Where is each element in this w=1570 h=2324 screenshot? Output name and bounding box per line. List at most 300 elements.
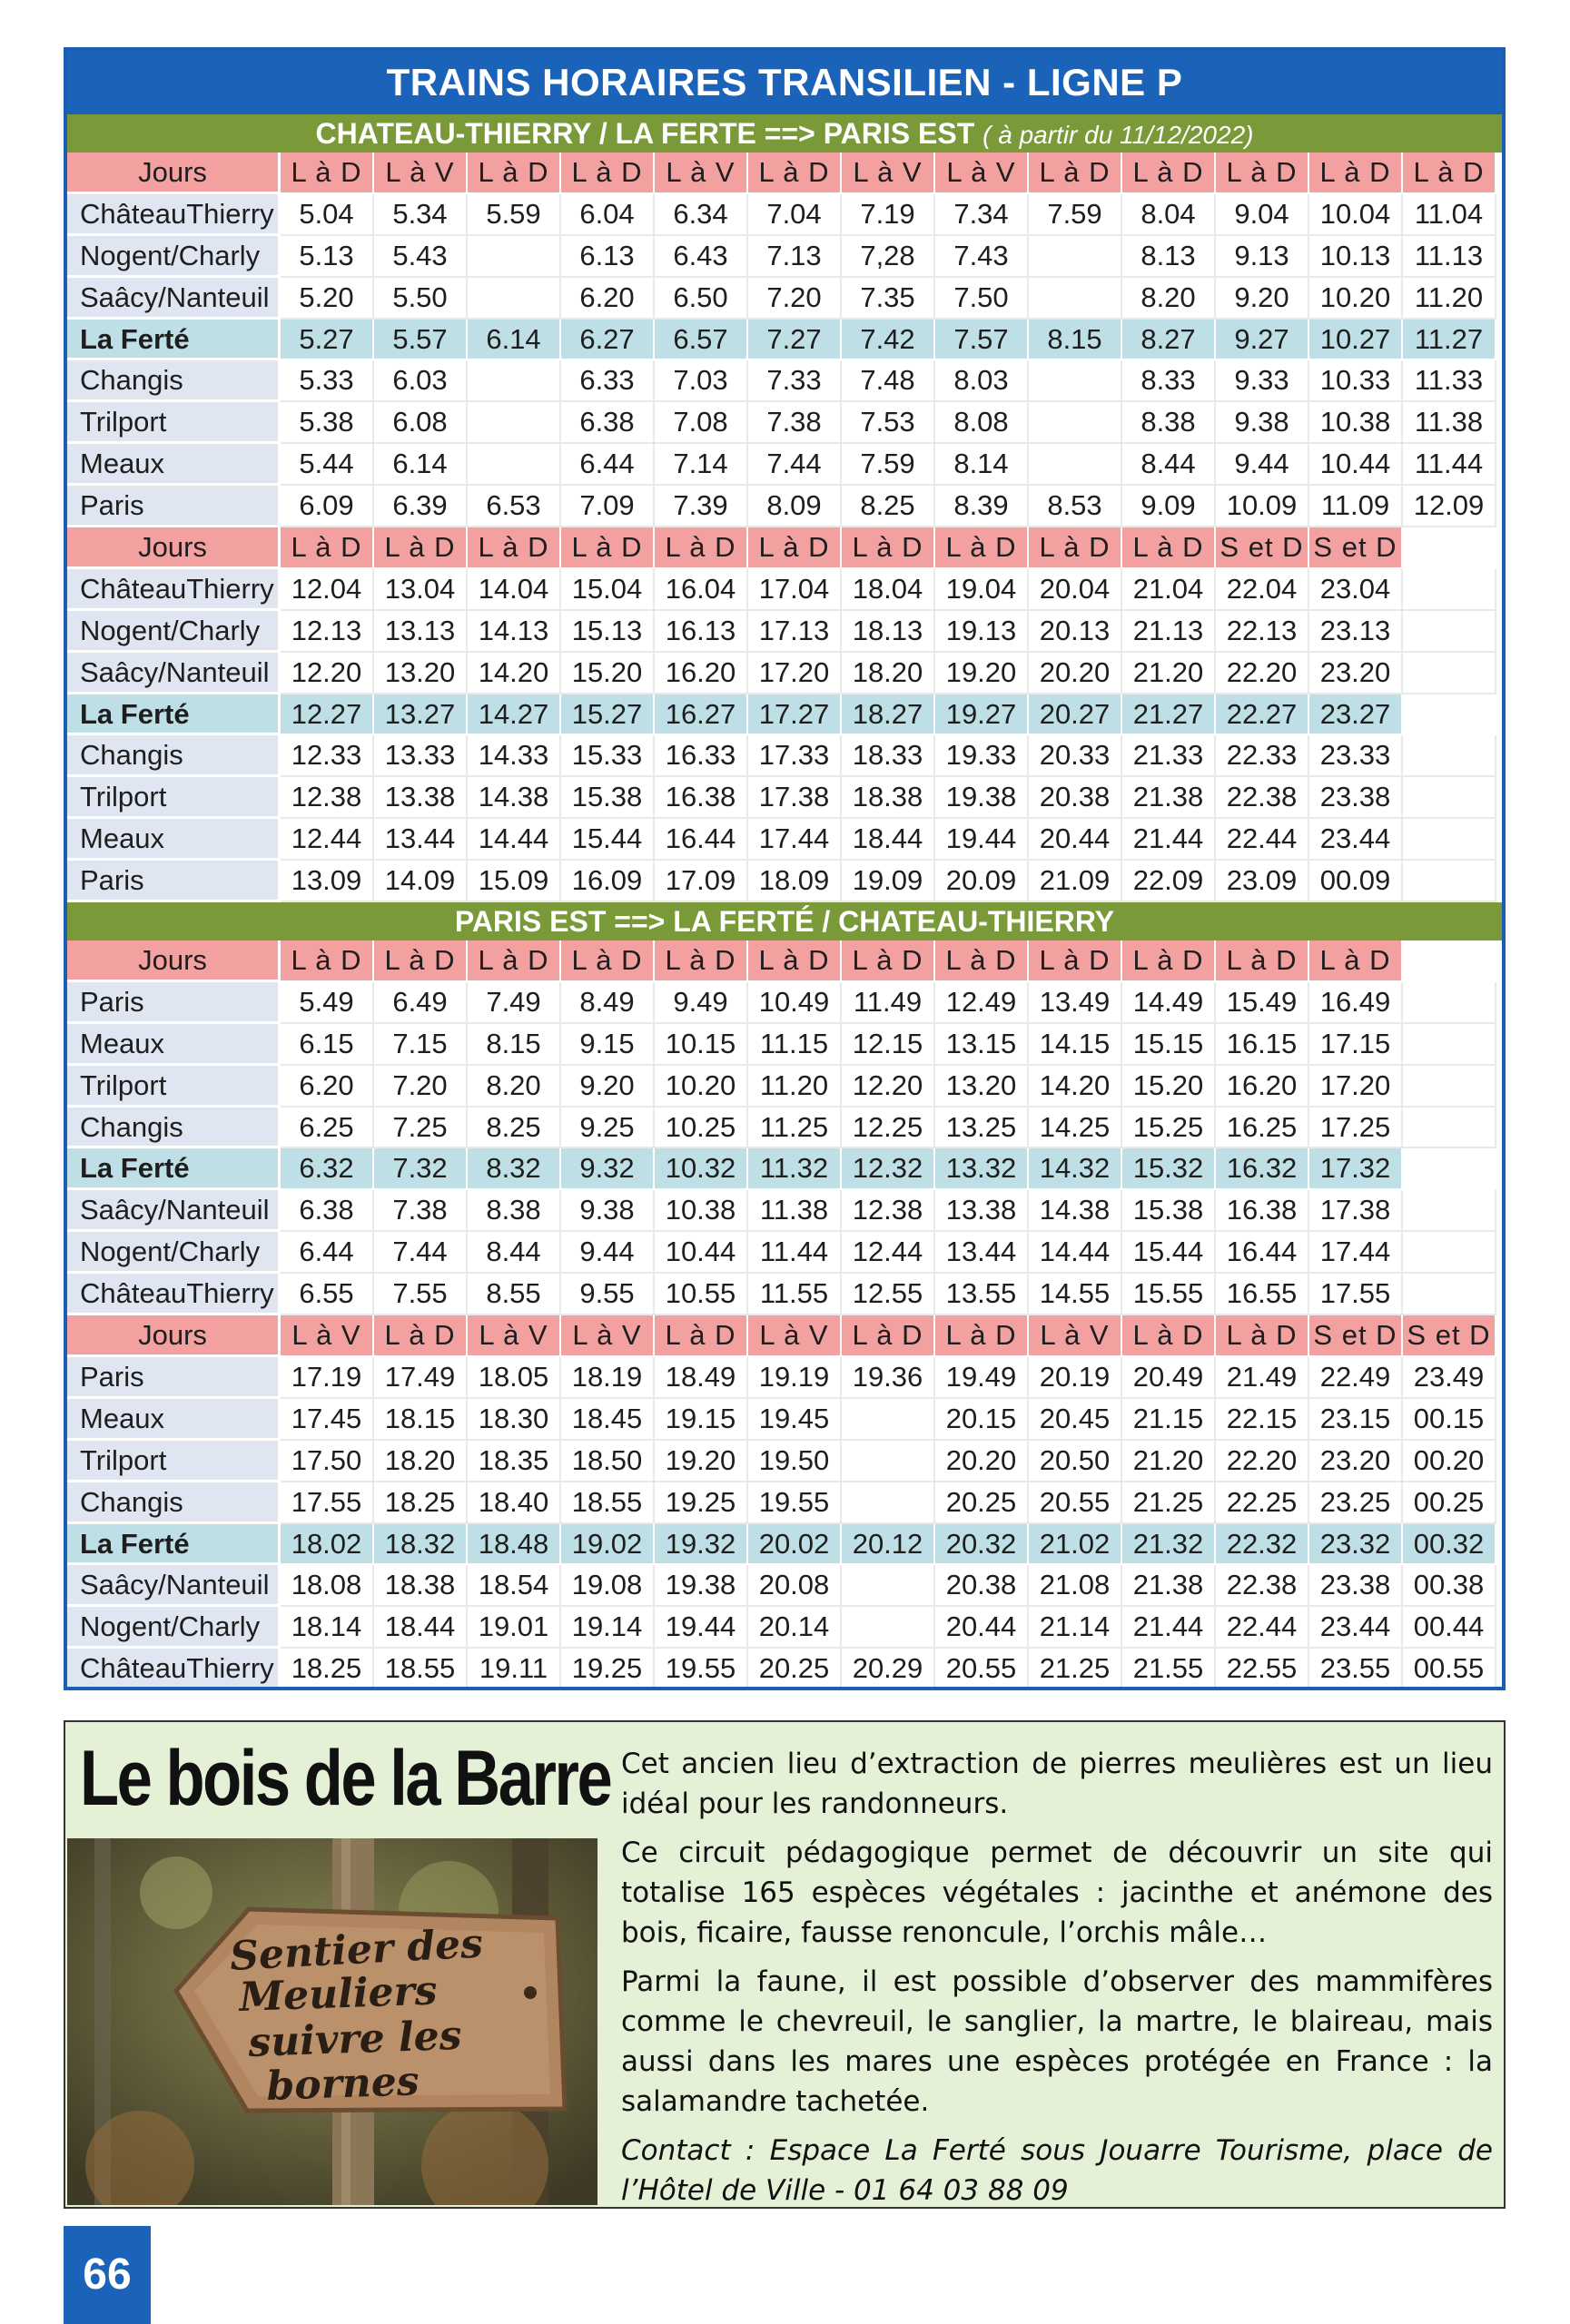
station-name: Paris — [67, 486, 281, 527]
time-cell: 19.01 — [468, 1607, 561, 1649]
time-cell: 19.50 — [748, 1441, 842, 1482]
time-cell: 6.34 — [655, 194, 748, 236]
station-row — [67, 694, 1502, 736]
time-cell: 6.20 — [281, 1066, 374, 1108]
days-cell: L à D — [1029, 153, 1122, 194]
time-cell: 15.33 — [561, 735, 655, 777]
station-name: Changis — [67, 1108, 281, 1149]
days-cell: L à D — [1122, 153, 1216, 194]
time-cell: 20.02 — [748, 1524, 842, 1566]
time-cell: 12.04 — [281, 569, 374, 611]
days-cell: L à D — [748, 527, 842, 569]
time-cell: 12.13 — [281, 611, 374, 653]
time-cell: 19.38 — [935, 777, 1029, 819]
direction-label: CHATEAU-THIERRY / LA FERTE ==> PARIS EST — [315, 117, 975, 150]
time-cell: 10.27 — [1309, 320, 1403, 361]
station-row — [67, 402, 1502, 444]
days-cell: S et D — [1309, 1315, 1403, 1357]
time-cell: 6.13 — [561, 236, 655, 278]
time-cell: 17.44 — [748, 819, 842, 861]
station-row — [67, 1274, 1502, 1315]
time-cell: 6.38 — [281, 1190, 374, 1232]
time-cell: 8.13 — [1122, 236, 1216, 278]
time-cell: 14.13 — [468, 611, 561, 653]
time-cell: 8.33 — [1122, 360, 1216, 402]
station-row — [67, 735, 1502, 777]
time-cell: 10.25 — [655, 1108, 748, 1149]
time-cell: 6.27 — [561, 320, 655, 361]
time-cell: 8.20 — [468, 1066, 561, 1108]
time-cell: 13.27 — [374, 694, 468, 736]
time-cell: 11.55 — [748, 1274, 842, 1315]
time-cell: 22.44 — [1216, 1607, 1309, 1649]
time-cell: 7.04 — [748, 194, 842, 236]
time-cell: 16.27 — [655, 694, 748, 736]
time-cell: 17.44 — [1309, 1232, 1403, 1274]
time-cell: 20.32 — [935, 1524, 1029, 1566]
time-cell: 16.25 — [1216, 1108, 1309, 1149]
time-cell: 9.38 — [1216, 402, 1309, 444]
time-cell — [842, 1565, 935, 1607]
days-cell: L à D — [1309, 940, 1403, 982]
time-cell: 5.13 — [281, 236, 374, 278]
time-cell: 12.44 — [842, 1232, 935, 1274]
time-cell — [1403, 1232, 1496, 1274]
time-cell: 12.38 — [842, 1190, 935, 1232]
time-cell: 20.44 — [1029, 819, 1122, 861]
time-cell: 18.30 — [468, 1399, 561, 1441]
time-cell: 16.13 — [655, 611, 748, 653]
time-cell: 22.15 — [1216, 1399, 1309, 1441]
days-cell: L à V — [374, 153, 468, 194]
station-row — [67, 1190, 1502, 1232]
time-cell: 13.09 — [281, 861, 374, 902]
time-cell: 20.25 — [748, 1649, 842, 1690]
time-cell: 19.45 — [748, 1399, 842, 1441]
days-cell: L à D — [561, 527, 655, 569]
time-cell: 19.25 — [655, 1482, 748, 1524]
time-cell: 6.15 — [281, 1024, 374, 1066]
days-row — [67, 527, 1502, 569]
time-cell: 11.09 — [1309, 486, 1403, 527]
direction-title — [67, 114, 1502, 153]
station-name: Saâcy/Nanteuil — [67, 278, 281, 320]
time-cell: 8.14 — [935, 444, 1029, 486]
station-name: La Ferté — [67, 1524, 281, 1566]
time-cell: 18.35 — [468, 1441, 561, 1482]
time-cell: 19.44 — [655, 1607, 748, 1649]
time-cell: 23.20 — [1309, 1441, 1403, 1482]
station-name: Changis — [67, 735, 281, 777]
station-name: ChâteauThierry — [67, 1649, 281, 1690]
time-cell: 17.19 — [281, 1357, 374, 1399]
time-cell: 13.25 — [935, 1108, 1029, 1149]
time-cell: 7.43 — [935, 236, 1029, 278]
time-cell: 8.27 — [1122, 320, 1216, 361]
time-cell: 10.20 — [655, 1066, 748, 1108]
time-cell: 7.53 — [842, 402, 935, 444]
time-cell: 17.33 — [748, 735, 842, 777]
time-cell: 13.15 — [935, 1024, 1029, 1066]
station-row — [67, 861, 1502, 902]
time-cell: 15.38 — [1122, 1190, 1216, 1232]
time-cell: 22.27 — [1216, 694, 1309, 736]
time-cell: 5.20 — [281, 278, 374, 320]
time-cell: 18.55 — [374, 1649, 468, 1690]
time-cell: 9.27 — [1216, 320, 1309, 361]
time-cell: 6.50 — [655, 278, 748, 320]
time-cell: 10.44 — [655, 1232, 748, 1274]
time-cell: 8.44 — [468, 1232, 561, 1274]
time-cell — [1403, 653, 1496, 694]
time-cell: 13.44 — [374, 819, 468, 861]
time-cell: 18.05 — [468, 1357, 561, 1399]
time-cell: 19.55 — [748, 1482, 842, 1524]
time-cell: 5.33 — [281, 360, 374, 402]
time-cell: 18.38 — [374, 1565, 468, 1607]
time-cell: 6.39 — [374, 486, 468, 527]
station-name: Saâcy/Nanteuil — [67, 653, 281, 694]
time-cell: 17.04 — [748, 569, 842, 611]
time-cell: 10.38 — [655, 1190, 748, 1232]
time-cell: 13.13 — [374, 611, 468, 653]
days-cell: L à V — [935, 153, 1029, 194]
station-row — [67, 1357, 1502, 1399]
time-cell: 8.15 — [1029, 320, 1122, 361]
time-cell: 19.33 — [935, 735, 1029, 777]
time-cell: 12.20 — [842, 1066, 935, 1108]
time-cell: 9.44 — [561, 1232, 655, 1274]
time-cell — [1403, 1024, 1496, 1066]
time-cell: 7.34 — [935, 194, 1029, 236]
time-cell: 17.25 — [1309, 1108, 1403, 1149]
time-cell: 16.49 — [1309, 982, 1403, 1024]
time-cell: 18.02 — [281, 1524, 374, 1566]
days-cell: L à D — [561, 153, 655, 194]
time-cell: 20.49 — [1122, 1357, 1216, 1399]
time-cell: 8.25 — [842, 486, 935, 527]
bois-paragraph-1: Cet ancien lieu d’extraction de pierres meulières est un lieu idéal pour les randonneurs. — [621, 1748, 1493, 1820]
time-cell: 19.08 — [561, 1565, 655, 1607]
station-name: Saâcy/Nanteuil — [67, 1565, 281, 1607]
time-cell: 10.13 — [1309, 236, 1403, 278]
station-row — [67, 1524, 1502, 1566]
time-cell: 16.20 — [655, 653, 748, 694]
days-cell: L à V — [655, 153, 748, 194]
days-row — [67, 940, 1502, 982]
time-cell: 14.33 — [468, 735, 561, 777]
timetable — [64, 47, 1506, 1690]
time-cell: 22.20 — [1216, 653, 1309, 694]
time-cell: 15.15 — [1122, 1024, 1216, 1066]
bois-contact: Contact : Espace La Ferté sous Jouarre Tourisme, place de l’Hôtel de Ville - 01 64 03 88 09 — [621, 2134, 1493, 2207]
time-cell: 18.08 — [281, 1565, 374, 1607]
time-cell: 7.59 — [1029, 194, 1122, 236]
time-cell: 6.08 — [374, 402, 468, 444]
time-cell: 23.49 — [1403, 1357, 1496, 1399]
time-cell: 20.19 — [1029, 1357, 1122, 1399]
time-cell: 13.20 — [935, 1066, 1029, 1108]
station-name: Paris — [67, 861, 281, 902]
time-cell: 22.32 — [1216, 1524, 1309, 1566]
days-cell: L à D — [655, 940, 748, 982]
time-cell: 00.15 — [1403, 1399, 1496, 1441]
time-cell: 20.08 — [748, 1565, 842, 1607]
time-cell: 17.55 — [1309, 1274, 1403, 1315]
time-cell: 19.25 — [561, 1649, 655, 1690]
station-row — [67, 360, 1502, 402]
time-cell: 7.38 — [374, 1190, 468, 1232]
time-cell: 20.55 — [935, 1649, 1029, 1690]
time-cell: 6.43 — [655, 236, 748, 278]
days-cell: L à D — [1216, 1315, 1309, 1357]
days-row — [67, 1315, 1502, 1357]
time-cell: 11.20 — [748, 1066, 842, 1108]
time-cell: 18.44 — [374, 1607, 468, 1649]
time-cell: 19.27 — [935, 694, 1029, 736]
time-cell: 11.13 — [1403, 236, 1496, 278]
time-cell: 14.27 — [468, 694, 561, 736]
days-cell: L à D — [1122, 1315, 1216, 1357]
time-cell: 15.44 — [1122, 1232, 1216, 1274]
time-cell: 22.38 — [1216, 1565, 1309, 1607]
time-cell: 13.44 — [935, 1232, 1029, 1274]
time-cell: 19.55 — [655, 1649, 748, 1690]
time-cell: 5.43 — [374, 236, 468, 278]
station-row — [67, 444, 1502, 486]
time-cell: 7.27 — [748, 320, 842, 361]
time-cell: 18.25 — [281, 1649, 374, 1690]
days-label: Jours — [67, 940, 281, 982]
days-cell — [1403, 940, 1496, 982]
time-cell: 11.27 — [1403, 320, 1496, 361]
time-cell: 20.55 — [1029, 1482, 1122, 1524]
time-cell — [1403, 1274, 1496, 1315]
days-cell: L à D — [1216, 940, 1309, 982]
days-cell: L à D — [842, 1315, 935, 1357]
days-cell: L à D — [935, 1315, 1029, 1357]
days-cell: L à D — [468, 940, 561, 982]
time-cell: 17.45 — [281, 1399, 374, 1441]
time-cell: 20.14 — [748, 1607, 842, 1649]
time-cell: 16.38 — [655, 777, 748, 819]
time-cell: 00.25 — [1403, 1482, 1496, 1524]
time-cell: 21.44 — [1122, 1607, 1216, 1649]
time-cell: 12.38 — [281, 777, 374, 819]
time-cell: 14.38 — [468, 777, 561, 819]
time-cell: 21.15 — [1122, 1399, 1216, 1441]
time-cell: 19.20 — [935, 653, 1029, 694]
sign-line-2: Meuliers — [238, 1967, 439, 2021]
days-cell — [1403, 527, 1496, 569]
time-cell: 18.50 — [561, 1441, 655, 1482]
time-cell: 12.32 — [842, 1148, 935, 1190]
time-cell: 19.14 — [561, 1607, 655, 1649]
days-cell: S et D — [1403, 1315, 1496, 1357]
station-row — [67, 653, 1502, 694]
time-cell: 7.39 — [655, 486, 748, 527]
station-name: ChâteauThierry — [67, 194, 281, 236]
time-cell: 15.38 — [561, 777, 655, 819]
time-cell: 19.49 — [935, 1357, 1029, 1399]
time-cell: 17.09 — [655, 861, 748, 902]
time-cell: 10.38 — [1309, 402, 1403, 444]
days-cell: L à D — [281, 527, 374, 569]
time-cell: 8.32 — [468, 1148, 561, 1190]
time-cell: 14.49 — [1122, 982, 1216, 1024]
time-cell: 14.44 — [1029, 1232, 1122, 1274]
time-cell: 18.32 — [374, 1524, 468, 1566]
time-cell: 18.33 — [842, 735, 935, 777]
time-cell: 18.19 — [561, 1357, 655, 1399]
station-name: Trilport — [67, 1066, 281, 1108]
time-cell: 14.32 — [1029, 1148, 1122, 1190]
time-cell: 19.19 — [748, 1357, 842, 1399]
time-cell: 23.09 — [1216, 861, 1309, 902]
time-cell: 21.04 — [1122, 569, 1216, 611]
time-cell: 17.49 — [374, 1357, 468, 1399]
station-row — [67, 1649, 1502, 1690]
time-cell: 21.55 — [1122, 1649, 1216, 1690]
time-cell: 15.32 — [1122, 1148, 1216, 1190]
time-cell: 10.15 — [655, 1024, 748, 1066]
time-cell: 12.33 — [281, 735, 374, 777]
time-cell: 15.44 — [561, 819, 655, 861]
time-cell: 19.11 — [468, 1649, 561, 1690]
time-cell — [1403, 569, 1496, 611]
time-cell: 18.25 — [374, 1482, 468, 1524]
time-cell: 22.25 — [1216, 1482, 1309, 1524]
time-cell: 17.50 — [281, 1441, 374, 1482]
time-cell: 9.20 — [1216, 278, 1309, 320]
station-row — [67, 1399, 1502, 1441]
days-cell: L à D — [1122, 527, 1216, 569]
time-cell: 11.04 — [1403, 194, 1496, 236]
time-cell: 7.03 — [655, 360, 748, 402]
time-cell: 22.09 — [1122, 861, 1216, 902]
days-cell: S et D — [1216, 527, 1309, 569]
time-cell: 12.49 — [935, 982, 1029, 1024]
time-cell: 18.40 — [468, 1482, 561, 1524]
days-cell: L à D — [935, 527, 1029, 569]
time-cell: 12.27 — [281, 694, 374, 736]
time-cell: 13.55 — [935, 1274, 1029, 1315]
time-cell: 7.49 — [468, 982, 561, 1024]
time-cell: 20.20 — [935, 1441, 1029, 1482]
time-cell: 7.44 — [374, 1232, 468, 1274]
sign-line-4: bornes — [265, 2058, 420, 2110]
time-cell: 7.19 — [842, 194, 935, 236]
time-cell — [1403, 861, 1496, 902]
time-cell: 5.38 — [281, 402, 374, 444]
time-cell: 16.55 — [1216, 1274, 1309, 1315]
time-cell: 20.45 — [1029, 1399, 1122, 1441]
time-cell: 16.44 — [1216, 1232, 1309, 1274]
station-name: ChâteauThierry — [67, 569, 281, 611]
days-cell: L à D — [1029, 527, 1122, 569]
direction-note: ( à partir du 11/12/2022) — [982, 121, 1254, 149]
time-cell: 6.03 — [374, 360, 468, 402]
time-cell: 6.32 — [281, 1148, 374, 1190]
time-cell: 6.20 — [561, 278, 655, 320]
station-row — [67, 819, 1502, 861]
time-cell: 23.27 — [1309, 694, 1403, 736]
time-cell: 9.49 — [655, 982, 748, 1024]
time-cell: 7.09 — [561, 486, 655, 527]
time-cell: 23.20 — [1309, 653, 1403, 694]
time-cell — [1029, 360, 1122, 402]
time-cell — [1403, 1066, 1496, 1108]
days-cell: L à D — [468, 153, 561, 194]
time-cell: 14.20 — [1029, 1066, 1122, 1108]
station-row — [67, 1607, 1502, 1649]
time-cell: 15.20 — [561, 653, 655, 694]
time-cell: 8.15 — [468, 1024, 561, 1066]
days-cell: L à D — [374, 940, 468, 982]
time-cell — [468, 236, 561, 278]
time-cell: 18.45 — [561, 1399, 655, 1441]
time-cell: 23.15 — [1309, 1399, 1403, 1441]
time-cell: 21.27 — [1122, 694, 1216, 736]
time-cell: 7.20 — [748, 278, 842, 320]
time-cell: 00.55 — [1403, 1649, 1496, 1690]
time-cell: 20.38 — [1029, 777, 1122, 819]
time-cell: 6.44 — [281, 1232, 374, 1274]
time-cell: 22.49 — [1309, 1357, 1403, 1399]
time-cell: 9.33 — [1216, 360, 1309, 402]
station-row — [67, 320, 1502, 361]
days-label: Jours — [67, 527, 281, 569]
time-cell: 8.20 — [1122, 278, 1216, 320]
time-cell: 5.50 — [374, 278, 468, 320]
time-cell: 8.53 — [1029, 486, 1122, 527]
time-cell — [1403, 819, 1496, 861]
time-cell: 8.04 — [1122, 194, 1216, 236]
time-cell — [468, 278, 561, 320]
days-cell: L à D — [1122, 940, 1216, 982]
station-row — [67, 1148, 1502, 1190]
time-cell: 21.44 — [1122, 819, 1216, 861]
days-cell: L à D — [1403, 153, 1496, 194]
time-cell: 22.20 — [1216, 1441, 1309, 1482]
station-row — [67, 1108, 1502, 1149]
time-cell: 21.08 — [1029, 1565, 1122, 1607]
time-cell: 8.55 — [468, 1274, 561, 1315]
time-cell: 10.55 — [655, 1274, 748, 1315]
days-cell: L à D — [468, 527, 561, 569]
time-cell: 7.57 — [935, 320, 1029, 361]
time-cell: 22.55 — [1216, 1649, 1309, 1690]
days-cell: L à D — [655, 1315, 748, 1357]
time-cell: 15.04 — [561, 569, 655, 611]
time-cell — [1403, 1148, 1496, 1190]
days-cell: L à D — [374, 1315, 468, 1357]
time-cell: 20.09 — [935, 861, 1029, 902]
station-name: La Ferté — [67, 694, 281, 736]
station-row — [67, 1066, 1502, 1108]
time-cell: 6.53 — [468, 486, 561, 527]
time-cell: 7.08 — [655, 402, 748, 444]
time-cell: 11.44 — [1403, 444, 1496, 486]
time-cell: 19.15 — [655, 1399, 748, 1441]
time-cell: 21.25 — [1122, 1482, 1216, 1524]
time-cell: 16.09 — [561, 861, 655, 902]
time-cell: 23.32 — [1309, 1524, 1403, 1566]
time-cell: 20.50 — [1029, 1441, 1122, 1482]
time-cell: 22.38 — [1216, 777, 1309, 819]
time-cell: 14.25 — [1029, 1108, 1122, 1149]
time-cell: 16.04 — [655, 569, 748, 611]
